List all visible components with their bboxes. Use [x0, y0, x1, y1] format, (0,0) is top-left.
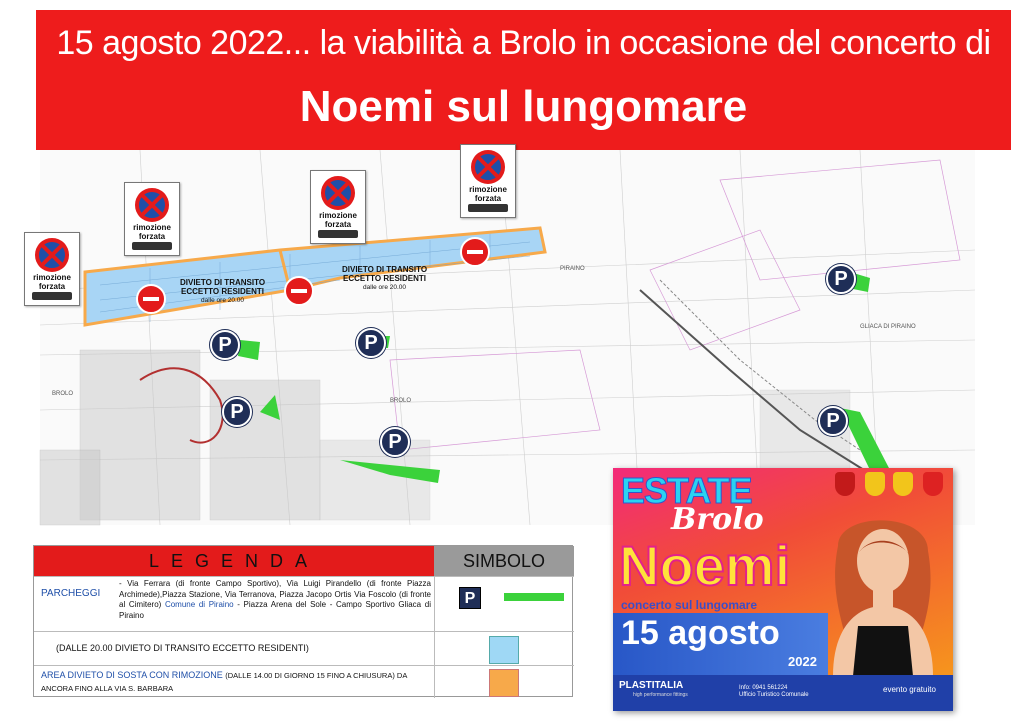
svg-text:PIRAINO: PIRAINO: [560, 266, 585, 272]
zone-label-time: dalle ore 20.00: [363, 284, 407, 291]
legend-row-removal: [34, 665, 574, 698]
no-parking-icon: [35, 238, 69, 272]
sign-text: rimozione: [469, 185, 507, 194]
removal-desc: (DALLE 14.00 DI GIORNO 15 FINO A CHIUSURA) DA ANCORA FINO ALLA VIA S. BARBARA: [41, 671, 407, 693]
parking-marker: P: [356, 328, 386, 358]
parking-marker: P: [818, 406, 848, 436]
no-parking-sign: [460, 144, 516, 218]
sign-text: rimozione: [319, 211, 357, 220]
no-parking-sign: [24, 232, 80, 306]
legend: [33, 545, 573, 697]
removal-orange-swatch: [489, 669, 519, 697]
sign-text: forzata: [474, 194, 502, 203]
zone-label: [180, 278, 265, 305]
sponsor-logos: [835, 472, 950, 500]
svg-text:BROLO: BROLO: [390, 398, 412, 404]
title-line1: 15 agosto 2022... la viabilità a Brolo in occasione del concerto di: [56, 24, 991, 62]
poster-date: 15 agosto: [621, 614, 780, 652]
tow-truck-icon: [32, 292, 72, 300]
parking-marker: P: [826, 264, 856, 294]
parking-desc-b: - Piazza Arena del Sole - Campo Sportivo Gliaca di Piraino: [119, 600, 431, 620]
no-entry-icon: [460, 237, 490, 267]
no-entry-icon: [284, 276, 314, 306]
title-banner: [36, 10, 1011, 150]
parking-desc-a: - Via Ferrara (di fronte Campo Sportivo), Via Luigi Pirandello (di fronte Piazza Archimede),Piazza Stazione, Via Terranova, Piazza Jacopo Ortis Via Foscolo (di fronte al Cimitero): [119, 579, 431, 609]
zone-label-line: ECCETTO RESIDENTI: [181, 287, 265, 296]
poster-info: [739, 685, 809, 699]
parking-label: PARCHEGGI: [41, 588, 101, 599]
sponsor-name: PLASTITALIA: [619, 680, 684, 691]
sign-text: forzata: [324, 220, 352, 229]
parking-green-swatch: [504, 593, 564, 601]
parking-desc-piraino: Comune di Piraino: [164, 600, 234, 609]
transit-blue-swatch: [489, 636, 519, 664]
sign-text: forzata: [38, 282, 66, 291]
free-event-label: evento gratuito: [883, 685, 936, 694]
legend-symbol-header: SIMBOLO: [434, 546, 574, 576]
parking-description: [119, 579, 431, 621]
coat-of-arms-icon: [835, 472, 855, 496]
no-parking-icon: [135, 188, 169, 222]
poster-noemi: Noemi: [619, 534, 791, 597]
tow-truck-icon: [468, 204, 508, 212]
poster-estate: ESTATE: [621, 470, 752, 511]
no-parking-icon: [471, 150, 505, 184]
zone-label-line: DIVIETO DI TRANSITO: [342, 265, 428, 274]
poster-year: 2022: [788, 654, 817, 669]
zone-label-time: dalle ore 20.00: [201, 297, 245, 304]
singer-portrait: [818, 506, 948, 676]
sign-text: rimozione: [133, 223, 171, 232]
zone-label-line: DIVIETO DI TRANSITO: [180, 278, 266, 287]
title-line2: Noemi sul lungomare: [299, 82, 748, 131]
info-office: Ufficio Turistico Comunale: [739, 692, 809, 698]
parking-marker: P: [210, 330, 240, 360]
legend-row-transit: [34, 631, 574, 665]
poster-subtitle: concerto sul lungomare: [621, 598, 758, 612]
ars-logo-icon: [923, 472, 943, 496]
poster-brolo: Brolo: [671, 502, 764, 537]
svg-text:BROLO: BROLO: [52, 391, 74, 397]
tow-truck-icon: [132, 242, 172, 250]
concert-poster: [613, 468, 953, 711]
no-parking-sign: [124, 182, 180, 256]
removal-label: AREA DIVIETO DI SOSTA CON RIMOZIONE: [41, 670, 223, 680]
no-parking-icon: [321, 176, 355, 210]
no-entry-icon: [136, 284, 166, 314]
zone-label-line: ECCETTO RESIDENTI: [343, 274, 427, 283]
svg-text:GLIACA DI PIRAINO: GLIACA DI PIRAINO: [860, 324, 916, 330]
legend-header: LEGENDA: [34, 546, 434, 576]
parking-marker: P: [380, 427, 410, 457]
transit-description: (DALLE 20.00 DIVIETO DI TRANSITO ECCETTO RESIDENTI): [56, 643, 309, 653]
removal-description: [41, 669, 431, 695]
tow-truck-icon: [318, 230, 358, 238]
coat-of-arms-icon: [893, 472, 913, 496]
coat-of-arms-icon: [865, 472, 885, 496]
legend-row-parking: [34, 576, 574, 631]
sponsor-tagline: high performance fittings: [633, 692, 688, 698]
parking-symbol: P: [459, 587, 481, 609]
info-phone: Info: 0941 561224: [739, 685, 788, 691]
sign-text: forzata: [138, 232, 166, 241]
parking-marker: P: [222, 397, 252, 427]
sign-text: rimozione: [33, 273, 71, 282]
zone-label: [342, 265, 427, 292]
no-parking-sign: [310, 170, 366, 244]
